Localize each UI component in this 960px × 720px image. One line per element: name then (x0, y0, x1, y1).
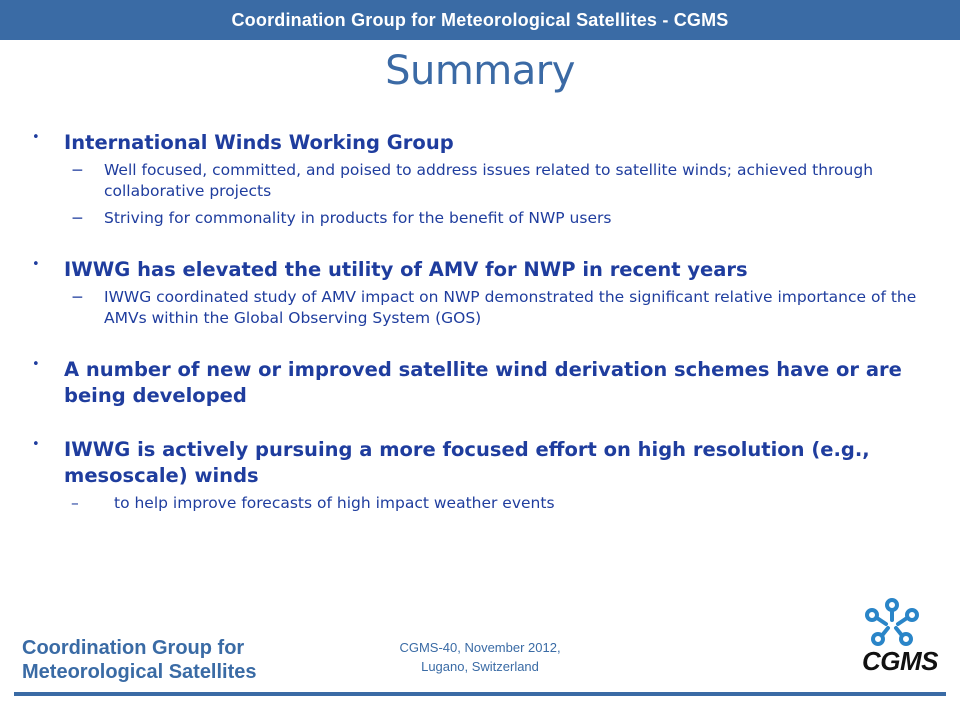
sub-list (64, 160, 930, 229)
event-line-1: CGMS-40, November 2012, (399, 640, 561, 655)
sub-text: to help improve forecasts of high impact weather events (114, 494, 555, 512)
header-banner-text: Coordination Group for Meteorological Satellites - CGMS (231, 9, 729, 30)
event-line-2: Lugano, Switzerland (421, 659, 539, 674)
bullet-text: International Winds Working Group (64, 131, 454, 154)
logo-line-2: Meteorological Satellites (22, 661, 257, 683)
slide-title: Summary (385, 48, 575, 94)
bullet-dot-icon: • (32, 257, 40, 272)
bullet-dot-icon: • (32, 130, 40, 145)
bullet-dot-icon: • (32, 357, 40, 372)
header-banner (0, 0, 960, 40)
dash-icon: − (71, 288, 84, 306)
sub-item (64, 493, 930, 514)
sub-item (64, 160, 930, 202)
sub-text: Well focused, committed, and poised to address issues related to satellite winds; achieved through collaborative projects (104, 161, 874, 200)
sub-item (64, 208, 930, 229)
cgms-footer-logo (22, 636, 257, 684)
logo-line-1: Coordination Group for (22, 637, 245, 659)
slide-content (30, 130, 930, 520)
sub-text: Striving for commonality in products for the benefit of NWP users (104, 209, 612, 227)
dash-icon: − (71, 209, 84, 227)
dash-icon: − (71, 161, 84, 179)
bullet-text: IWWG is actively pursuing a more focused effort on high resolution (e.g., mesoscale) winds (64, 438, 870, 487)
bullet-item (30, 437, 930, 514)
bullet-text: IWWG has elevated the utility of AMV for NWP in recent years (64, 258, 748, 281)
bullet-item (30, 357, 930, 409)
footer-divider (14, 692, 946, 696)
bullet-text: A number of new or improved satellite wind derivation schemes have or are being developed (64, 358, 902, 407)
dash-icon: – (71, 494, 79, 512)
sub-list (64, 493, 930, 514)
bullet-item (30, 130, 930, 229)
sub-text: IWWG coordinated study of AMV impact on NWP demonstrated the significant relative importance of the AMVs within the Global Observing System (GOS) (104, 288, 917, 327)
satellite-network-icon (862, 598, 922, 646)
cgms-wordmark: CGMS (862, 646, 938, 676)
sub-item (64, 287, 930, 329)
bullet-dot-icon: • (32, 437, 40, 452)
sub-list (64, 287, 930, 329)
event-info (360, 638, 600, 676)
bullet-item (30, 257, 930, 329)
